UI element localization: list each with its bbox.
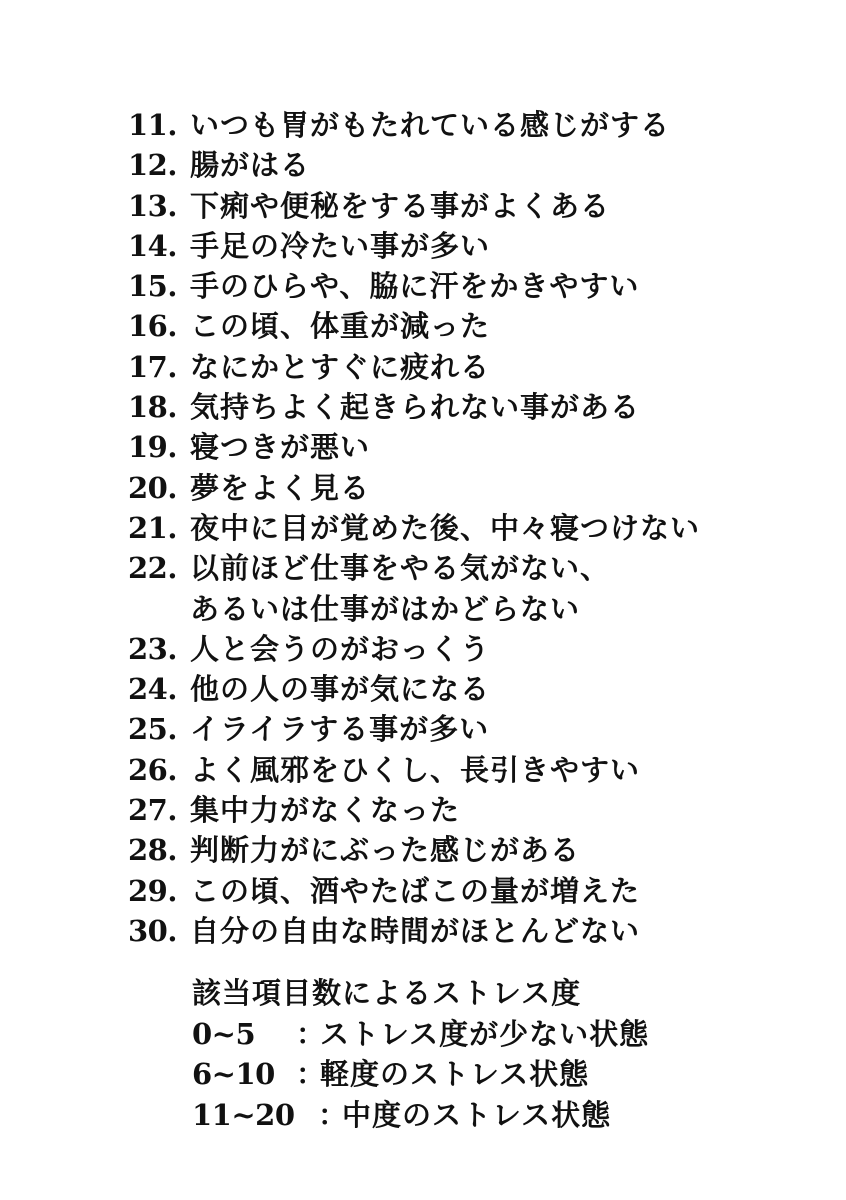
legend-row <box>192 1095 812 1136</box>
item-number: 11. <box>128 108 177 142</box>
legend-label: ストレス度が少ない状態 <box>320 1016 650 1051</box>
list-item <box>128 266 828 306</box>
legend-colon: ： <box>318 1097 349 1132</box>
item-text: 夢をよく見る <box>190 470 371 505</box>
list-item <box>128 186 828 226</box>
item-number: 28. <box>128 833 177 868</box>
item-text: この頃、酒やたばこの量が増えた <box>190 873 641 908</box>
item-number: 14. <box>128 228 177 263</box>
list-item <box>128 750 828 790</box>
list-item <box>128 709 828 749</box>
list-item <box>128 669 828 709</box>
item-number: 24. <box>128 672 177 707</box>
item-text-line-1: 以前ほど仕事をやる気がない、 <box>190 551 611 586</box>
list-item <box>128 105 828 145</box>
list-item <box>128 145 828 185</box>
item-text: 他の人の事が気になる <box>190 672 491 707</box>
item-text: 手足の冷たい事が多い <box>190 228 491 263</box>
list-item <box>128 548 828 629</box>
list-item <box>128 306 828 346</box>
list-item <box>128 468 828 508</box>
stress-checklist <box>128 105 828 951</box>
item-number: 16. <box>128 309 177 344</box>
item-number: 20. <box>128 470 177 505</box>
item-text: なにかとすぐに疲れる <box>190 349 491 384</box>
item-number: 19. <box>128 430 177 465</box>
legend-label: 中度のストレス状態 <box>342 1097 612 1132</box>
item-number: 21. <box>128 510 177 545</box>
list-item <box>128 871 828 911</box>
item-number: 25. <box>128 712 177 747</box>
legend-row <box>192 1054 812 1095</box>
legend-range: 6~10 <box>192 1057 275 1091</box>
list-item <box>128 427 828 467</box>
item-text: 判断力がにぶった感じがある <box>190 833 581 868</box>
item-text: 気持ちよく起きられない事がある <box>190 390 641 425</box>
item-text: 夜中に目が覚めた後、中々寝つけない <box>190 510 701 545</box>
item-number: 23. <box>128 631 177 666</box>
legend-colon: ： <box>296 1016 327 1051</box>
item-text: よく風邪をひくし、長引きやすい <box>190 752 641 787</box>
legend-range: 11~20 <box>192 1097 295 1132</box>
item-number: 15. <box>128 269 177 304</box>
list-item <box>128 629 828 669</box>
item-text: 集中力がなくなった <box>190 793 461 828</box>
legend-label: 軽度のストレス状態 <box>320 1057 590 1091</box>
item-number: 27. <box>128 793 177 828</box>
stress-level-legend <box>192 973 812 1135</box>
item-text-line-2: あるいは仕事がはかどらない <box>190 591 581 626</box>
item-text: この頃、体重が減った <box>190 309 491 344</box>
item-text: イライラする事が多い <box>190 712 490 747</box>
item-text: 下痢や便秘をする事がよくある <box>190 188 611 223</box>
item-number: 22. <box>128 551 177 586</box>
item-number: 12. <box>128 148 177 183</box>
list-item <box>128 387 828 427</box>
item-text: 人と会うのがおっくう <box>190 631 491 666</box>
list-item <box>128 226 828 266</box>
legend-range: 0~5 <box>192 1016 256 1051</box>
item-text: いつも胃がもたれている感じがする <box>190 108 671 142</box>
item-number: 26. <box>128 752 177 787</box>
item-text: 腸がはる <box>190 148 311 183</box>
legend-colon: ： <box>296 1057 327 1091</box>
item-number: 18. <box>128 390 177 425</box>
item-text: 手のひらや、脇に汗をかきやすい <box>190 269 640 304</box>
list-item <box>128 911 828 951</box>
list-item <box>128 347 828 387</box>
item-number: 30. <box>128 913 177 948</box>
item-text: 寝つきが悪い <box>190 430 371 465</box>
list-item <box>128 508 828 548</box>
item-text <box>190 548 828 629</box>
list-item <box>128 790 828 830</box>
item-text: 自分の自由な時間がほとんどない <box>190 913 641 948</box>
legend-title: 該当項目数によるストレス度 <box>192 976 582 1010</box>
list-item <box>128 830 828 870</box>
item-number: 29. <box>128 873 177 908</box>
item-number: 13. <box>128 188 177 223</box>
legend-row <box>192 1014 812 1055</box>
item-number: 17. <box>128 349 177 384</box>
